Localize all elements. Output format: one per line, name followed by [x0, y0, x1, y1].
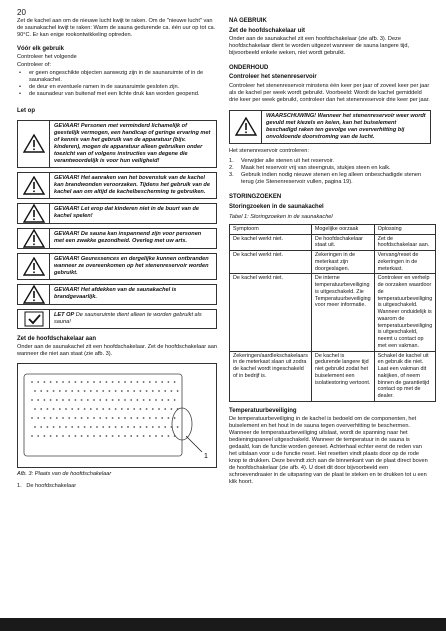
perforation-dot — [71, 426, 73, 428]
intro-text: Zet de kachel aan om de nieuwe lucht kwijt te raken. Om de "nieuwe lucht" van de saunakachel kwijt te raken: Warm de sauna gedurende ca. één uur op tot ca. 90°C. Er kan enige rookontwikkeling optreden. — [17, 18, 216, 38]
perforation-dot — [50, 417, 52, 419]
warning-triangle-icon — [23, 229, 45, 248]
perforation-dot — [140, 426, 142, 428]
perforation-dot — [68, 399, 70, 401]
perforation-dot — [50, 381, 52, 383]
perforation-dot — [143, 417, 145, 419]
figure-callout: 1 — [204, 453, 208, 461]
perforation-dot — [34, 390, 36, 392]
perforation-dot — [161, 417, 163, 419]
perforation-dot — [171, 408, 173, 410]
perforation-dot — [130, 417, 132, 419]
perforation-dot — [75, 399, 77, 401]
perforation-dot — [56, 399, 58, 401]
perforation-dot — [115, 426, 117, 428]
warning-box — [17, 172, 217, 199]
perforation-dot — [84, 408, 86, 410]
perforation-dot — [78, 408, 80, 410]
perforation-dot — [127, 390, 129, 392]
perforation-dot — [87, 399, 89, 401]
perforation-dot — [44, 399, 46, 401]
perforation-dot — [99, 399, 101, 401]
perforation-dot — [62, 417, 64, 419]
perforation-dot — [87, 417, 89, 419]
perforation-dot — [115, 390, 117, 392]
perforation-dot — [40, 426, 42, 428]
perforation-dot — [102, 390, 104, 392]
perforation-dot — [75, 435, 77, 437]
stone-check-text: Controleer het stenenreservoir minstens één keer per jaar of zoveel keer per jaar als de kachel per week wordt gebruikt. Voorbeeld: Wordt de kachel gemiddeld drie keer per week gebruikt, controleer dan het stenenreservoir drie keer per jaar. — [229, 82, 430, 103]
perforation-dot — [143, 399, 145, 401]
perforation-dot — [99, 435, 101, 437]
figure-caption: Afb. 3: Plaats van de hoofdschakelaar — [17, 471, 112, 478]
perforation-dot — [31, 435, 33, 437]
perforation-dot — [62, 399, 64, 401]
perforation-dot — [130, 435, 132, 437]
heater-figure — [17, 363, 217, 468]
perforation-dot — [133, 426, 135, 428]
note-text: De saunaruimte dient alleen te worden gebruikt als sauna! — [54, 311, 202, 325]
perforation-dot — [124, 399, 126, 401]
perforation-dot — [137, 399, 139, 401]
column-header: Symptoom — [230, 224, 312, 234]
warning-box — [17, 228, 217, 249]
heater-illustration — [18, 364, 217, 468]
checkmark-icon — [24, 311, 44, 327]
perforation-dot — [81, 435, 83, 437]
perforation-dot — [149, 381, 151, 383]
perforation-dot — [124, 435, 126, 437]
perforation-dot — [149, 399, 151, 401]
perforation-dot — [112, 399, 114, 401]
warning-text: GEVAAR! Het afdekken van de saunakachel is brandgevaarlijk. — [54, 286, 177, 300]
perforation-dot — [62, 435, 64, 437]
switch-off-text: Onder aan de saunakachel zit een hoofdschakelaar (zie afb. 3). Deze hoofdschakelaar dient te worden uitgezet wanneer de sauna langere tijd, bijvoorbeeld enkele weken, niet wordt gebruikt. — [229, 36, 410, 56]
perforation-dot — [59, 408, 61, 410]
perforation-dot — [158, 390, 160, 392]
perforation-dot — [164, 390, 166, 392]
note-label: LET OP — [54, 311, 75, 318]
perforation-dot — [53, 390, 55, 392]
table-cell: De interne temperatuurbeveiliging is uitgeschakeld. Zie Temperatuurbeveiliging voor meer informatie. — [311, 274, 374, 351]
warning-box — [229, 110, 431, 144]
perforation-dot — [174, 399, 176, 401]
perforation-dot — [174, 381, 176, 383]
perforation-dot — [118, 417, 120, 419]
warning-triangle-icon — [23, 204, 45, 223]
table-cell: Controleer en verhelp de oorzaken waardoor de temperatuurbeveiliging is uitgeschakeld. Wanneer onduidelijk is waarom de temperatuurbeveiliging is uitgeschakeld, neemt u contact op met een vakman. — [374, 274, 436, 351]
before-use-line1: Controleer het volgende — [17, 54, 77, 61]
perforation-dot — [168, 417, 170, 419]
table-cell: Zekeringen/aardlekschakelaars in de meterkast slaan uit zodra de kachel wordt ingeschakeld of in bedrijf is. — [230, 351, 312, 401]
perforation-dot — [118, 381, 120, 383]
perforation-dot — [56, 435, 58, 437]
perforation-dot — [115, 408, 117, 410]
warning-triangle-icon — [235, 117, 257, 136]
table-cell: Schakel de kachel uit en gebruik die niet. Laat een vakman dit nakijken, of neem binnen de garantietijd contact op met de dealer. — [374, 351, 436, 401]
perforation-dot — [37, 417, 39, 419]
perforation-dot — [133, 390, 135, 392]
after-use-title: NA GEBRUIK — [229, 18, 267, 24]
perforation-dot — [149, 417, 151, 419]
perforation-dot — [68, 417, 70, 419]
perforation-dot — [40, 390, 42, 392]
perforation-dot — [152, 390, 154, 392]
legend-item: 1. De hoofdschakelaar — [17, 483, 77, 490]
list-item: • er geen ongeschikte objecten aanwezig zijn in de saunaruimte of in de saunakachel. — [17, 70, 217, 84]
perforation-dot — [118, 435, 120, 437]
stone-check-title: Controleer het stenenreservoir — [229, 74, 317, 81]
perforation-dot — [106, 435, 108, 437]
perforation-dot — [168, 399, 170, 401]
perforation-dot — [31, 399, 33, 401]
table-header-row — [230, 224, 436, 234]
table-cell: De hoofdschakelaar staat uit. — [311, 234, 374, 251]
perforation-dot — [87, 435, 89, 437]
perforation-dot — [71, 408, 73, 410]
warning-text: GEVAAR! Personen met verminderd lichamelijk of geestelijk vermogen, een handicap of geringe ervaring met of kennis van het gebruik van de apparatuur (bijv. kinderen), mogen de apparatuur alleen gebruiken onder toezicht van of volgens instructies van degene die verantwoordelijk is voor hun veiligheid! — [54, 122, 211, 164]
perforation-dot — [65, 426, 67, 428]
troubleshoot-subtitle: Storingzoeken in de saunakachel — [229, 204, 324, 211]
perforation-dot — [124, 417, 126, 419]
perforation-dot — [96, 408, 98, 410]
perforation-dot — [161, 399, 163, 401]
perforation-dot — [143, 381, 145, 383]
perforation-dot — [56, 417, 58, 419]
perforation-dot — [174, 417, 176, 419]
perforation-dot — [158, 426, 160, 428]
perforation-dot — [56, 381, 58, 383]
warning-text: GEVAAR! Let erop dat kinderen niet in de buurt van de kachel spelen! — [54, 205, 200, 219]
perforation-dot — [130, 381, 132, 383]
perforation-dot — [84, 390, 86, 392]
perforation-dot — [68, 435, 70, 437]
perforation-dot — [75, 417, 77, 419]
perforation-dot — [155, 399, 157, 401]
perforation-dot — [140, 408, 142, 410]
warning-text: WAARSCHUWING! Wanneer het stenenreservoir weer wordt gevuld met kiezels en keien, kan het buiselement beschadigd raken ten gevolge van oververhitting bij onvoldoende doorstroming van de lucht. — [266, 112, 426, 140]
perforation-dot — [152, 426, 154, 428]
footer-bar — [0, 618, 446, 631]
perforation-dot — [112, 435, 114, 437]
perforation-dot — [152, 408, 154, 410]
perforation-dot — [109, 390, 111, 392]
warning-triangle-icon — [23, 285, 45, 304]
perforation-dot — [149, 435, 151, 437]
perforation-dot — [143, 435, 145, 437]
perforation-dot — [47, 408, 49, 410]
perforation-dot — [137, 435, 139, 437]
perforation-dot — [47, 390, 49, 392]
perforation-dot — [121, 390, 123, 392]
perforation-dot — [65, 408, 67, 410]
perforation-dot — [90, 408, 92, 410]
perforation-dot — [161, 435, 163, 437]
perforation-dot — [34, 408, 36, 410]
perforation-dot — [34, 426, 36, 428]
perforation-dot — [121, 426, 123, 428]
perforation-dot — [158, 408, 160, 410]
perforation-dot — [171, 390, 173, 392]
table-cell: De kachel werkt niet. — [230, 234, 312, 251]
perforation-dot — [81, 381, 83, 383]
note-box — [17, 309, 217, 329]
perforation-dot — [177, 426, 179, 428]
left-column — [17, 18, 217, 491]
perforation-dot — [59, 390, 61, 392]
list-item: 3. Gebruik indien nodig nieuwe stenen en leg alleen onbeschadigde stenen terug (zie Stenenreservoir vullen, pagina 19). — [229, 171, 422, 185]
list-item: • de saunadeur van buitenaf met een lichte druk kan worden geopend. — [17, 91, 217, 98]
perforation-dot — [161, 381, 163, 383]
perforation-dot — [99, 381, 101, 383]
table-row — [230, 351, 436, 401]
table-cell: Zekeringen in de meterkast zijn doorgeslagen. — [311, 251, 374, 274]
perforation-dot — [59, 426, 61, 428]
warning-triangle-icon — [23, 134, 45, 153]
perforation-dot — [146, 426, 148, 428]
stone-steps-intro: Het stenenreservoir controleren: — [229, 147, 309, 154]
table-cell: Vervang/reset de zekeringen in de meterkast. — [374, 251, 436, 274]
perforation-dot — [109, 426, 111, 428]
list-item: 1. Verwijder alle stenen uit het reservoir. — [229, 157, 334, 164]
table-row — [230, 274, 436, 351]
perforation-dot — [102, 408, 104, 410]
perforation-dot — [53, 426, 55, 428]
perforation-dot — [75, 381, 77, 383]
table-row — [230, 234, 436, 251]
perforation-dot — [37, 381, 39, 383]
perforation-dot — [96, 390, 98, 392]
perforation-dot — [109, 408, 111, 410]
perforation-dot — [71, 390, 73, 392]
list-item: • de deur en eventuele ramen in de saunaruimte gesloten zijn. — [17, 84, 217, 91]
perforation-dot — [40, 408, 42, 410]
temp-text: De temperatuurbeveiliging in de kachel is bedoeld om de componenten, het buiselement en het hout in de sauna tegen oververhitting te beschermen. Wanneer de temperatuurbeveiliging uitslaat, wordt de spanning naar het bedieningspaneel uitgeschakeld. Wanneer de temperatuur in de sauna is gedaald, kan de functie worden gereset. Achterhaal echter eerst de reden van het uitslaan voor u de functie reset. Het resetten vindt plaats door op de rode knop te drukken. Deze bevindt zich aan de binnenkant van de plaat direct boven de hoofdschakelaar (zie afb. 4). U doet dit door bijvoorbeeld een schroevendraaier in de uitsparing van de plaat te steken en te drukken tot u een klik hoort. — [229, 416, 428, 486]
perforation-dot — [155, 381, 157, 383]
table-cell: De kachel werkt niet. — [230, 274, 312, 351]
perforation-dot — [44, 435, 46, 437]
stone-steps — [229, 158, 431, 186]
perforation-dot — [177, 390, 179, 392]
right-column — [229, 18, 431, 487]
perforation-dot — [37, 399, 39, 401]
perforation-dot — [62, 381, 64, 383]
perforation-dot — [44, 381, 46, 383]
perforation-dot — [127, 408, 129, 410]
perforation-dot — [164, 408, 166, 410]
perforation-dot — [81, 417, 83, 419]
perforation-dot — [127, 426, 129, 428]
troubleshoot-table — [229, 224, 436, 402]
warning-triangle-icon — [23, 176, 45, 195]
warning-box — [17, 284, 217, 305]
perforation-dot — [90, 426, 92, 428]
perforation-dot — [106, 399, 108, 401]
warning-box — [17, 203, 217, 224]
perforation-dot — [31, 417, 33, 419]
perforation-dot — [93, 435, 95, 437]
perforation-dot — [146, 408, 148, 410]
perforation-dot — [78, 426, 80, 428]
list-item: 2. Maak het reservoir vrij van steengruis, stukjes steen en kalk. — [229, 164, 391, 171]
perforation-dot — [93, 417, 95, 419]
perforation-dot — [53, 408, 55, 410]
column-header: Oplossing — [374, 224, 436, 234]
perforation-dot — [78, 390, 80, 392]
perforation-dot — [93, 381, 95, 383]
perforation-dot — [121, 408, 123, 410]
maintenance-title: ONDERHOUD — [229, 64, 269, 71]
perforation-dot — [87, 381, 89, 383]
table-cell: Zet de hoofdschakelaar aan. — [374, 234, 436, 251]
perforation-dot — [112, 417, 114, 419]
perforation-dot — [37, 435, 39, 437]
perforation-dot — [31, 381, 33, 383]
warning-text: GEVAAR! Geuressences en dergelijke kunnen ontbranden wanneer ze overeenkomen op het stenenreservoir worden gebruikt. — [54, 255, 209, 276]
warning-box — [17, 120, 217, 168]
perforation-dot — [106, 381, 108, 383]
warning-box — [17, 253, 217, 280]
warning-text: GEVAAR! Het aanraken van het bovenstuk van de kachel kan brandwonden veroorzaken. Tijdens het gebruik van de kachel aan om altijd de kachelbescherming te gebruiken. — [54, 174, 210, 195]
troubleshoot-title: STORINGZOEKEN — [229, 193, 282, 200]
perforation-dot — [140, 390, 142, 392]
page-number: 20 — [17, 8, 26, 17]
perforation-dot — [106, 417, 108, 419]
warning-triangle-icon — [23, 257, 45, 276]
perforation-dot — [90, 390, 92, 392]
table-row — [230, 251, 436, 274]
switch-off-title: Zet de hoofdschakelaar uit — [229, 27, 306, 34]
perforation-dot — [168, 435, 170, 437]
before-use-list — [17, 70, 217, 98]
perforation-dot — [168, 381, 170, 383]
perforation-dot — [124, 381, 126, 383]
before-use-title: Vóór elk gebruik — [17, 45, 65, 52]
let-op-title: Let op — [17, 108, 35, 115]
before-use-line2: Controleer of: — [17, 62, 51, 69]
temp-title: Temperatuurbeveiliging — [229, 407, 297, 414]
warning-text: GEVAAR! De sauna kan inspannend zijn voor personen met een zwakke gezondheid. Overleg met uw arts. — [54, 230, 202, 244]
table-cell: De kachel is gedurende langere tijd niet gebruikt zodat het buiselement een isolatiestoring vertoont. — [311, 351, 374, 401]
perforation-dot — [99, 417, 101, 419]
perforation-dot — [84, 426, 86, 428]
perforation-dot — [96, 426, 98, 428]
perforation-dot — [155, 417, 157, 419]
perforation-dot — [130, 399, 132, 401]
table-cell: De kachel werkt niet. — [230, 251, 312, 274]
perforation-dot — [164, 426, 166, 428]
perforation-dot — [93, 399, 95, 401]
perforation-dot — [118, 399, 120, 401]
perforation-dot — [68, 381, 70, 383]
perforation-dot — [50, 435, 52, 437]
perforation-dot — [50, 399, 52, 401]
perforation-dot — [133, 408, 135, 410]
perforation-dot — [155, 435, 157, 437]
perforation-dot — [65, 390, 67, 392]
perforation-dot — [81, 399, 83, 401]
perforation-dot — [44, 417, 46, 419]
perforation-dot — [102, 426, 104, 428]
table-caption: Tabel 1: Storingzoeken in de saunakachel — [229, 213, 333, 220]
switch-on-title: Zet de hoofdschakelaar aan — [17, 335, 97, 342]
perforation-dot — [112, 381, 114, 383]
switch-on-text: Onder aan de saunakachel zit een hoofdschakelaar. Zet de hoofdschakelaar aan wanneer die niet aan staat (zie afb. 3). — [17, 344, 217, 358]
column-header: Mogelijke oorzaak — [311, 224, 374, 234]
perforation-dot — [146, 390, 148, 392]
perforation-dot — [137, 417, 139, 419]
perforation-dot — [47, 426, 49, 428]
perforation-dot — [137, 381, 139, 383]
